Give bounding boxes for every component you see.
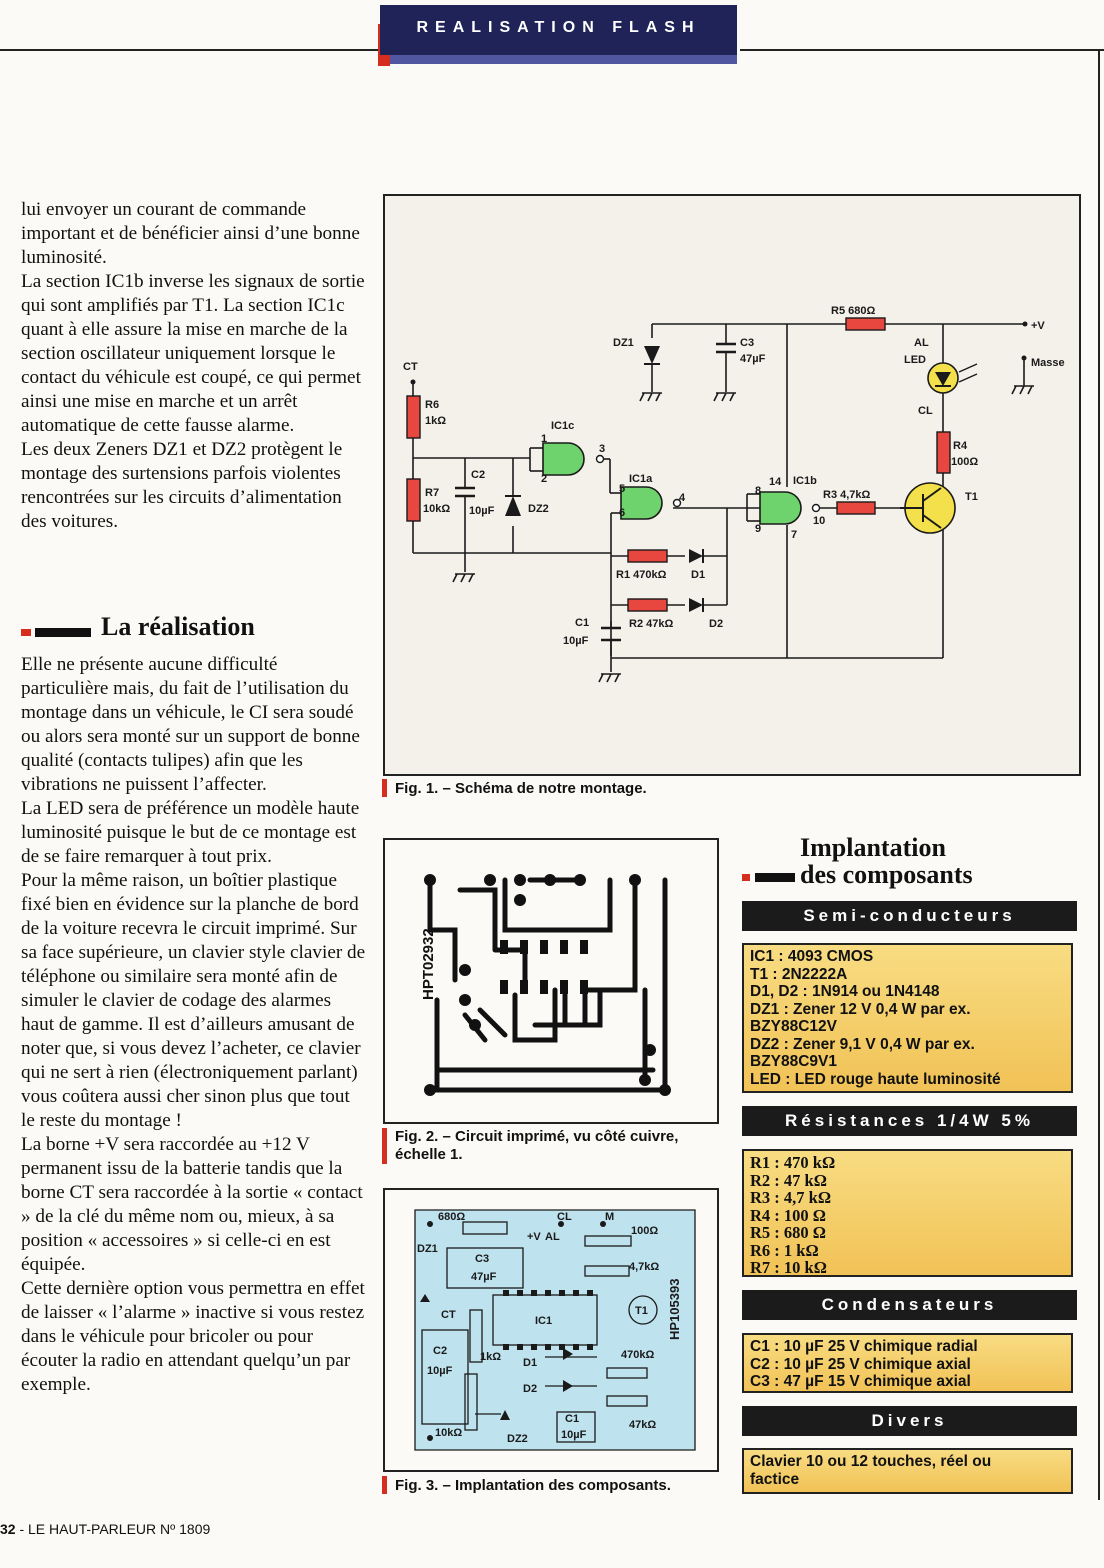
pin-label: 10 (813, 515, 826, 527)
label-al: AL (914, 337, 929, 349)
paragraph: lui envoyer un courant de commande important et de bénéficier ainsi d’une bonne luminosité. (21, 199, 360, 268)
label-dz2: DZ2 (507, 1433, 528, 1445)
pin-label: 2 (541, 473, 548, 485)
heading-line-2: des composants (800, 860, 973, 889)
gate-ic1b (760, 492, 801, 524)
label-c3: C3 (740, 337, 755, 349)
label-r4-value: 100Ω (951, 456, 979, 468)
label-ic1a: IC1a (629, 473, 653, 485)
section-title: La réalisation (101, 612, 255, 641)
parts-item: R1 : 470 kΩ (750, 1153, 836, 1172)
parts-item: factice (750, 1470, 800, 1488)
label-r4: R4 (953, 440, 968, 452)
diode-d2 (689, 598, 703, 612)
label-c1: C1 (575, 617, 590, 629)
heading-marker-red (21, 629, 31, 636)
label-dz2: DZ2 (528, 503, 549, 515)
pcb-copper-diagram (385, 840, 717, 1122)
parts-item: R7 : 10 kΩ (750, 1258, 827, 1277)
schematic-diagram (385, 196, 1079, 774)
parts-item: LED : LED rouge haute luminosité (750, 1070, 1001, 1088)
label-al: AL (545, 1231, 560, 1243)
parts-item: T1 : 2N2222A (750, 965, 848, 983)
label-r5: 680Ω (438, 1211, 466, 1223)
label-masse: Masse (1031, 357, 1065, 369)
layout-reference: HP105393 (667, 1278, 682, 1340)
label-c1-value: 10µF (563, 635, 589, 647)
parts-item: Clavier 10 ou 12 touches, réel ou (750, 1453, 992, 1470)
label-ic1: IC1 (535, 1315, 553, 1327)
caption-text: Fig. 2. – Circuit imprimé, vu côté cuivre, échelle 1. (395, 1128, 679, 1163)
pin-label: 4 (679, 492, 686, 504)
figure-1-caption (382, 779, 647, 797)
heading-marker-red (742, 874, 750, 881)
label-c3-value: 47µF (471, 1271, 497, 1283)
parts-item: R4 : 100 Ω (750, 1205, 826, 1225)
heading-marker-black (35, 628, 91, 637)
label-cl: CL (557, 1211, 572, 1223)
semiconductors-header: Semi-conducteurs (742, 901, 1077, 931)
paragraph: La LED sera de préférence un modèle haute luminosité puisque le but de ce montage est de se faire remarquer à tout prix. (21, 798, 360, 867)
label-t1: T1 (965, 491, 978, 503)
label-c2-value: 10µF (427, 1365, 453, 1377)
label-r7: R7 (425, 487, 440, 499)
figure-2-caption (382, 1128, 714, 1164)
misc-list (742, 1448, 1073, 1494)
resistors-list (742, 1149, 1073, 1277)
paragraph: Cette dernière option vous permettra en effet de laisser « l’alarme » inactive si vous restez dans le véhicule pour bricoler ou pour écouter la radio en attendant quelqu’un par exemple. (21, 1278, 365, 1395)
label-d1: D1 (691, 569, 706, 581)
parts-item: C3 : 47 µF 15 V chimique axial (750, 1373, 971, 1390)
label-t1: T1 (635, 1305, 648, 1317)
paragraph: La borne +V sera raccordée au +12 V permanent issu de la batterie tandis que la borne CT sera raccordée à la sortie « contact » de la clé du même nom ou, mieux, à sa position « accessoires » si celle-ci en est équipée. (21, 1134, 363, 1275)
header-underbar (390, 55, 737, 64)
label-r6-value: 1kΩ (425, 415, 447, 427)
parts-item: C1 : 10 µF 25 V chimique radial (750, 1338, 978, 1355)
gate-ic1a (621, 487, 662, 519)
caption-text: Fig. 1. – Schéma de notre montage. (395, 780, 647, 797)
label-c1: C1 (565, 1413, 580, 1425)
label-d2: D2 (709, 618, 724, 630)
diode-d1 (689, 549, 703, 563)
realisation-text (21, 653, 366, 1397)
label-dz1: DZ1 (417, 1243, 438, 1255)
heading-line-1: Implantation (800, 833, 946, 862)
header-rule-right (740, 49, 1104, 51)
resistor-r5 (846, 318, 885, 330)
label-c2-value: 10µF (469, 505, 495, 517)
parts-item: BZY88C9V1 (750, 1053, 838, 1070)
parts-item: C2 : 10 µF 25 V chimique axial (750, 1355, 971, 1373)
page-footer (0, 1521, 210, 1537)
resistor-r2 (628, 599, 667, 611)
label-vplus: +V (1031, 320, 1045, 332)
label-r6: 1kΩ (480, 1351, 502, 1363)
label-r1: 470kΩ (621, 1349, 655, 1361)
label-ct: CT (403, 361, 418, 373)
label-r3: R3 4,7kΩ (823, 489, 871, 501)
label-vplus: +V (527, 1231, 541, 1243)
label-d1: D1 (523, 1357, 538, 1369)
misc-header: Divers (742, 1406, 1077, 1436)
resistor-r7 (407, 479, 420, 521)
paragraph: Pour la même raison, un boîtier plastique fixé bien en évidence sur la planche de bord de la voiture recevra le circuit imprimé. Sur sa face supérieure, un clavier style clavier de téléphone ou similaire sera monté afin de simuler le clavier de codage des alarmes haut de gamme. Il est d’ailleurs amusant de noter que, si vous devez l’acheter, ce clavier qui ne sert à rien (électroniquement parlant) vous coûtera aussi cher sinon plus que tout le reste du montage ! (21, 870, 366, 1131)
resistor-r4 (937, 432, 950, 473)
label-r1: R1 470kΩ (616, 569, 667, 581)
section-heading (21, 612, 366, 644)
label-r3: 4,7kΩ (629, 1261, 660, 1273)
parts-item: DZ2 : Zener 9,1 V 0,4 W par ex. (750, 1035, 975, 1053)
paragraph: Elle ne présente aucune difficulté particulière mais, du fait de l’utilisation du montage dans un véhicule, le CI sera soudé ou alors sera monté sur un support de bonne qualité (contacts tulipes) afin que les vibrations ne puissent l’affecter. (21, 654, 360, 795)
label-ic1c: IC1c (551, 420, 575, 432)
pin-label: 1 (541, 433, 548, 445)
zener-dz1 (644, 346, 660, 364)
page-rule-right (1098, 50, 1100, 1500)
label-c2: C2 (471, 469, 486, 481)
resistors-header: Résistances 1/4W 5% (742, 1106, 1077, 1136)
label-d2: D2 (523, 1383, 538, 1395)
heading-marker-black (755, 873, 795, 882)
label-r6: R6 (425, 399, 440, 411)
label-c3-value: 47µF (740, 353, 766, 365)
gate-ic1c (543, 443, 584, 475)
figure-3-caption (382, 1476, 671, 1494)
zener-dz2 (505, 496, 521, 516)
pcb-reference: HPT02932 (420, 928, 437, 1000)
component-layout-diagram (385, 1190, 717, 1470)
label-c2: C2 (433, 1345, 448, 1357)
label-cl: CL (918, 405, 933, 417)
component-layout-figure (383, 1188, 719, 1472)
semiconductors-list (742, 943, 1073, 1093)
parts-item: D1, D2 : 1N914 ou 1N4148 (750, 983, 940, 1000)
page-number: 32 (0, 1521, 16, 1537)
label-m: M (605, 1211, 615, 1223)
pin-label: 3 (599, 443, 606, 455)
parts-item: IC1 : 4093 CMOS (750, 948, 874, 965)
pin-label: 5 (619, 483, 626, 495)
label-r7-value: 10kΩ (423, 503, 451, 515)
paragraph: Les deux Zeners DZ1 et DZ2 protègent le montage des surtensions parfois violentes rencontrées sur les circuits d’alimentation des voitures. (21, 439, 343, 532)
pin-label: 8 (755, 485, 762, 497)
section-header: REALISATION FLASH (380, 5, 737, 55)
resistor-r6 (407, 396, 420, 438)
pin-label: 6 (619, 507, 626, 519)
resistor-r3 (837, 502, 875, 514)
parts-item: R5 : 680 Ω (750, 1223, 826, 1242)
publication-name: - LE HAUT-PARLEUR Nº 1809 (19, 1521, 211, 1537)
parts-item: DZ1 : Zener 12 V 0,4 W par ex. (750, 1000, 971, 1018)
pin-label: 7 (791, 529, 798, 541)
parts-list-heading (742, 834, 1077, 890)
label-c3: C3 (475, 1253, 490, 1265)
parts-item: R6 : 1 kΩ (750, 1240, 819, 1260)
pcb-figure (383, 838, 719, 1124)
label-r5: R5 680Ω (831, 305, 876, 317)
label-dz1: DZ1 (613, 337, 634, 349)
label-ct: CT (441, 1309, 456, 1321)
label-c1-value: 10µF (561, 1429, 587, 1441)
capacitors-header: Condensateurs (742, 1290, 1077, 1320)
label-ic1b: IC1b (793, 475, 817, 487)
intro-text (21, 198, 366, 534)
label-led: LED (904, 354, 926, 366)
label-r7: 10kΩ (435, 1427, 463, 1439)
header-rule-left (0, 49, 380, 51)
caption-text: Fig. 3. – Implantation des composants. (395, 1477, 671, 1494)
pin-label: 9 (755, 523, 762, 535)
resistor-r1 (628, 550, 667, 562)
parts-item: BZY88C12V (750, 1018, 838, 1035)
pin-label: 14 (769, 476, 782, 488)
paragraph: La section IC1b inverse les signaux de sortie qui sont amplifiés par T1. La section IC1c quant à elle assure la mise en marche de la section oscillateur uniquement lorsque le contact du véhicule est coupé, ce qui permet ainsi une mise en marche et un arrêt automatique de cette fausse alarme. (21, 271, 365, 436)
capacitors-list (742, 1333, 1073, 1393)
schematic-figure (383, 194, 1081, 776)
label-r4: 100Ω (631, 1225, 659, 1237)
label-r2: 47kΩ (629, 1419, 657, 1431)
label-r2: R2 47kΩ (629, 618, 674, 630)
parts-item: R3 : 4,7 kΩ (750, 1188, 832, 1207)
parts-item: R2 : 47 kΩ (750, 1170, 827, 1190)
